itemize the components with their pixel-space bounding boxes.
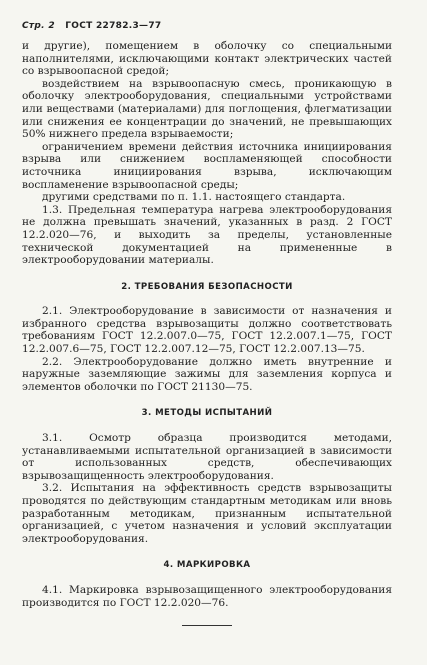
intro-para-4: другими средствами по п. 1.1. настоящего стандарта. bbox=[42, 191, 346, 204]
intro-para-3: ограничением времени действия источника инициирования взрыва или снижением воспламеняющей способности источника инициирования взрыва, исключающим воспламенение взрывоопасной среды; bbox=[22, 140, 392, 191]
section-heading-marking: 4. МАРКИРОВКА bbox=[163, 560, 251, 571]
section-heading-safety: 2. ТРЕБОВАНИЯ БЕЗОПАСНОСТИ bbox=[121, 281, 293, 292]
end-divider bbox=[182, 625, 232, 626]
page-header bbox=[22, 20, 161, 33]
intro-para-2: воздействием на взрывоопасную смесь, проникающую в оболочку электрооборудования, специальными устройствами или веществами (материалами) для поглощения, флегматизации или снижения ее концентрации до значений, не превышающих 50% нижнего предела взрываемости; bbox=[22, 77, 392, 141]
section-heading-test-methods: 3. МЕТОДЫ ИСПЫТАНИЙ bbox=[141, 408, 273, 419]
clause-2-2: 2.2. Электрооборудование должно иметь внутренние и наружные заземляющие зажимы для заземления корпуса и элементов оболочки по ГОСТ 21130—75. bbox=[22, 355, 392, 393]
clause-1-3: 1.3. Предельная температура нагрева электрооборудования не должна превышать значений, указанных в разд. 2 ГОСТ 12.2.020—76, и выходить за пределы, установленные технической документацией на примененные в электрооборудовании материалы. bbox=[22, 203, 392, 267]
standard-number: ГОСТ 22782.3—77 bbox=[65, 21, 162, 31]
intro-para-1: и другие), помещением в оболочку со специальными наполнителями, исключающими контакт электрических частей со взрывоопасной средой; bbox=[22, 40, 392, 78]
clause-3-1: 3.1. Осмотр образца производится методами, устанавливаемыми испытательной организацией в зависимости от использованных средств, обеспечивающих взрывозащищенность электрооборудования. bbox=[22, 432, 392, 482]
document-body bbox=[22, 40, 392, 626]
clause-2-1: 2.1. Электрооборудование в зависимости от назначения и избранного средства взрывозащиты должно соответствовать требованиям ГОСТ 12.2.007.0—75, ГОСТ 12.2.007.1—75, ГОСТ 12.2.007.6—75, ГОСТ 12.2.007.12—75, ГОСТ 12.2.007.13—75. bbox=[22, 305, 392, 356]
clause-3-2: 3.2. Испытания на эффективность средств взрывозащиты проводятся по действующим стандартным методикам или вновь разработанным методикам, признанным испытательной организацией, с учетом назначения и условий эксплуатации электрооборудования. bbox=[22, 482, 392, 545]
clause-4-1: 4.1. Маркировка взрывозащищенного электрооборудования производится по ГОСТ 12.2.020—76. bbox=[22, 583, 392, 609]
page-number: Стр. 2 bbox=[22, 21, 55, 31]
